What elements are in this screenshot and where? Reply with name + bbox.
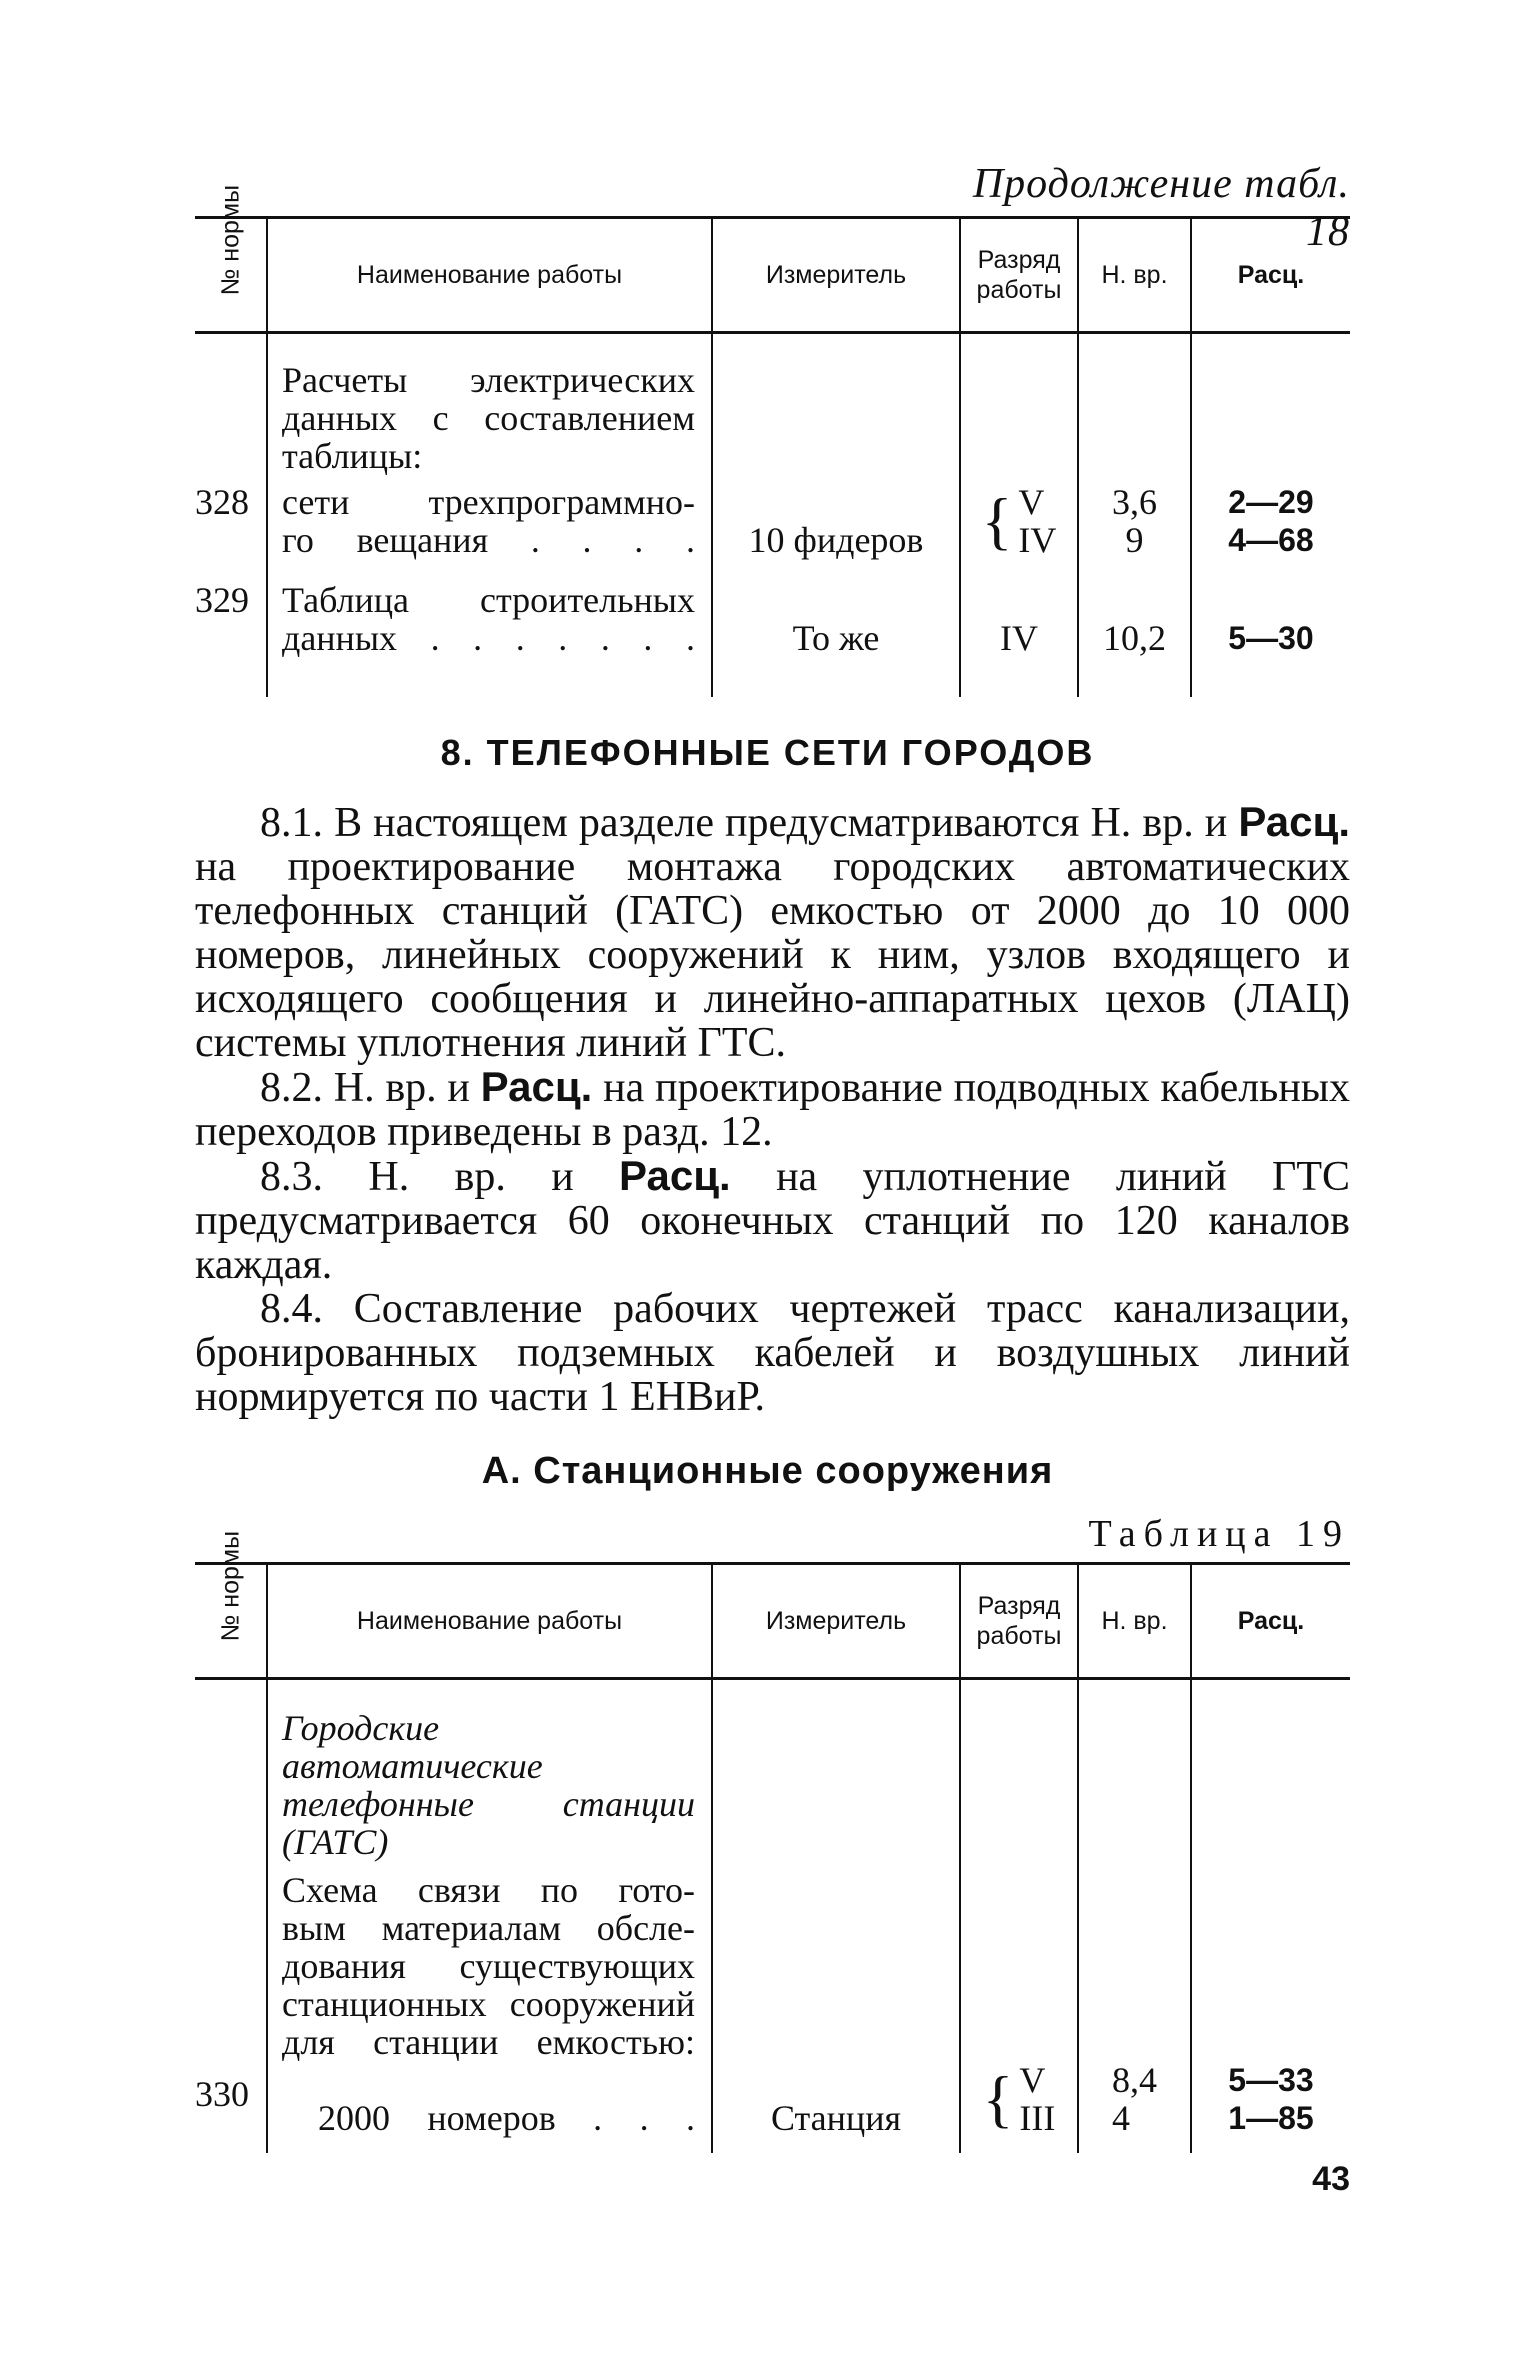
section-text (195, 800, 1350, 1419)
row-grade: { V IV (960, 475, 1078, 559)
table-row (195, 475, 1350, 559)
row-grade: IV (960, 559, 1078, 657)
row-name: Таблица строительных данных . . . . . . . (267, 559, 712, 657)
row-number: 328 (195, 481, 249, 522)
intro-text: Расчеты электрических данных с составлением таблицы: (267, 361, 712, 475)
table-header (195, 1564, 1350, 1679)
row-rate: 2—29 4—68 (1191, 475, 1350, 559)
row-unit: 10 фидеров (712, 475, 960, 559)
header-grade: Разряд работы (960, 1564, 1078, 1679)
paragraph-8-2: 8.2. Н. вр. и Расц. на проектирование подводных кабельных переходов приведены в разд. 12. (195, 1063, 1351, 1155)
group-title: Городские автоматические телефонные станции (ГАТС) (267, 1709, 712, 1861)
spacer-row (195, 333, 1350, 361)
intro-text: Схема связи по гото- вым материалам обсле- дования существующих станционных сооружений для станции емкостью: (267, 1861, 712, 2061)
header-no: № нормы (195, 218, 267, 333)
table-row-intro (195, 1861, 1350, 2061)
header-time: Н. вр. (1078, 218, 1191, 333)
header-name: Наименование работы (267, 218, 712, 333)
table-row (195, 559, 1350, 657)
header-name: Наименование работы (267, 1564, 712, 1679)
row-name: сети трехпрограммно- го вещания . . . . (267, 475, 712, 559)
page-number: 43 (1312, 2160, 1350, 2198)
row-time: 3,6 9 (1078, 475, 1191, 559)
table-caption: Таблица 19 (1088, 1513, 1350, 1555)
row-rate: 5—33 1—85 (1191, 2061, 1350, 2137)
table-row (195, 2061, 1350, 2137)
row-number: 329 (195, 579, 249, 620)
row-time: 8,4 4 (1078, 2061, 1191, 2137)
table-row-intro (195, 361, 1350, 475)
paragraph-8-3: 8.3. Н. вр. и Расц. на уплотнение линий ГТС предусматривается 60 оконечных станций по 120 каналов каждая. (195, 1152, 1351, 1288)
row-unit: То же (712, 559, 960, 657)
header-time: Н. вр. (1078, 1564, 1191, 1679)
spacer-row (195, 1679, 1350, 1709)
paragraph-8-4: 8.4. Составление рабочих чертежей трасс канализации, бронированных подземных кабелей и воздушных линий нормируется по части 1 ЕНВиР. (195, 1286, 1350, 1420)
row-rate: 5—30 (1191, 559, 1350, 657)
group-row (195, 1709, 1350, 1861)
row-name: 2000 номеров . . . (267, 2061, 712, 2137)
spacer-row (195, 657, 1350, 697)
header-no: № нормы (195, 1564, 267, 1679)
header-rate: Расц. (1191, 218, 1350, 333)
section-title: 8. ТЕЛЕФОННЫЕ СЕТИ ГОРОДОВ (440, 732, 1095, 773)
row-time: 10,2 (1078, 559, 1191, 657)
row-number: 330 (195, 2073, 249, 2114)
table-header (195, 218, 1350, 333)
row-grade: { V III (960, 2061, 1078, 2137)
header-unit: Измеритель (712, 1564, 960, 1679)
row-unit: Станция (712, 2061, 960, 2137)
header-grade: Разряд работы (960, 218, 1078, 333)
subsection-title: А. Станционные сооружения (481, 1450, 1054, 1492)
header-rate: Расц. (1191, 1564, 1350, 1679)
continuation-title: Продолжение табл. 18 (972, 161, 1350, 255)
spacer-row (195, 2137, 1350, 2153)
paragraph-8-1: 8.1. В настоящем разделе предусматриваются Н. вр. и Расц. на проектирование монтажа городских автоматических телефонных станций (ГАТС) емкостью от 2000 до 10 000 номеров, линейных сооружений к ним, узлов входящего и исходящего сообщения и линейно-аппаратных цехов (ЛАЦ) системы уплотнения линий ГТС. (195, 798, 1350, 1066)
header-unit: Измеритель (712, 218, 960, 333)
